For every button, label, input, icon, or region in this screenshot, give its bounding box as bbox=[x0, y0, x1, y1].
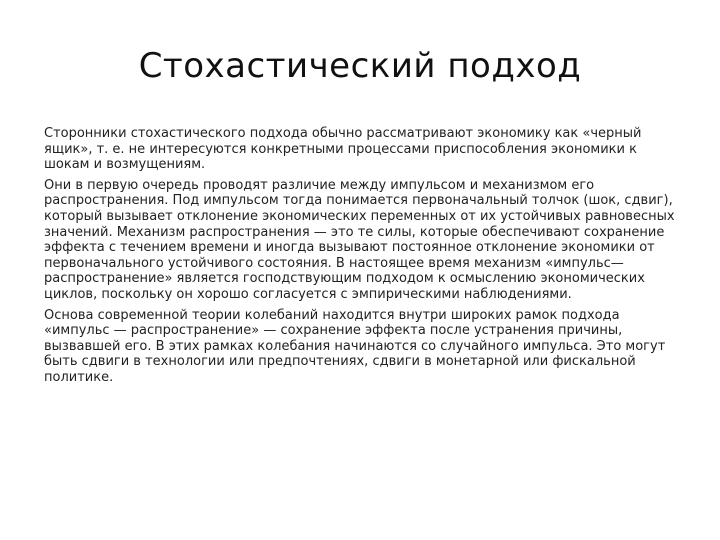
paragraph-supporters: Сторонники стохастического подхода обычно рассматривают экономику как «черный ящик», т. е. не интересуются конкретными процессами приспособления экономики к шокам и возмущениям. bbox=[44, 126, 642, 173]
slide-title: Стохастический подход bbox=[138, 46, 582, 86]
slide-body bbox=[44, 126, 680, 391]
paragraph-impulse-mechanism: Они в первую очередь проводят различие между импульсом и механизмом его распространения. Под импульсом тогда понимается первоначальный толчок (шок, сдвиг), который вызывает отклонение экономических переменных от их устойчивых равновесных значений. Механизм распространения — это те силы, которые обеспечивают сохранение эффекта с течением времени и иногда вызывают постоянное отклонение экономики от первоначального устойчивого состояния. В настоящее время механизм «импульс— распространение» является господствующим подходом к осмыслению экономических циклов, поскольку он хорошо согласуется с эмпирическими наблюдениями. bbox=[44, 177, 675, 302]
paragraph-modern-theory: Основа современной теории колебаний находится внутри широких рамок подхода «импульс — распространение» — сохранение эффекта после устранения причины, вызвавшей его. В этих рамках колебания начинаются со случайного импульса. Это могут быть сдвиги в технологии или предпочтениях, сдвиги в монетарной или фискальной политике. bbox=[44, 307, 666, 385]
